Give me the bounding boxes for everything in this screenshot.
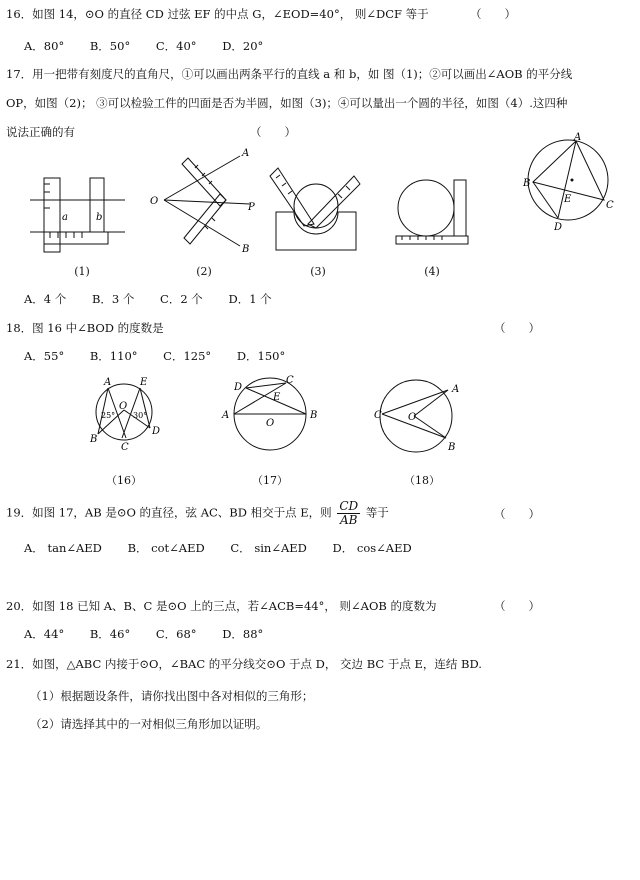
q18-stem: 18．图 16 中∠BOD 的度数是 [6, 321, 164, 335]
q19-option-a: A． tan∠AED [24, 541, 102, 555]
fig16-label-d: D [152, 426, 161, 437]
q17-option-b: B．3 个 [91, 292, 135, 306]
q17-option-a: A．4 个 [24, 292, 67, 306]
fig14-label-d: D [554, 222, 563, 233]
figure-17-caption: （17） [252, 474, 288, 487]
q18-answer-bracket: （ ） [494, 321, 540, 335]
q18-option-a: A．55° [24, 349, 65, 363]
q19-option-c: C． sin∠AED [230, 541, 307, 555]
q19-stem [6, 500, 389, 527]
fig2-label-o: O [150, 196, 159, 207]
fig17-label-b: B [310, 410, 318, 421]
q17-figure-4 [392, 176, 472, 256]
fig2-label-a: A [242, 148, 250, 159]
fig18-label-o: O [408, 412, 417, 423]
fig17-label-d: D [234, 382, 243, 393]
q17-options [24, 291, 294, 307]
q17-caption-2: (2) [196, 265, 212, 278]
q16-option-a: A．80° [24, 39, 65, 53]
q17-figure-2 [150, 148, 260, 258]
q17-figure-3 [264, 162, 369, 257]
fig14-label-e: E [564, 194, 572, 205]
q17-stem-line3: 说法正确的有 [6, 125, 75, 139]
q19-option-d: D． cos∠AED [332, 541, 412, 555]
q18-option-c: C．125° [163, 349, 212, 363]
q17-caption-4: (4) [424, 265, 440, 278]
q18-option-d: D．150° [236, 349, 286, 363]
q17-figure-1 [30, 170, 130, 260]
q20-stem: 20．如图 18 已知 A、B、C 是⊙O 上的三点，若∠ACB=44°， 则∠AOB 的度数为 [6, 599, 437, 613]
fig17-label-a: A [222, 410, 230, 421]
figure-17 [218, 374, 322, 444]
q20-option-a: A．44° [24, 627, 65, 641]
q16-option-b: B．50° [89, 39, 131, 53]
q17-answer-bracket: （ ） [250, 125, 296, 139]
fig14-label-a: A [574, 132, 582, 143]
fig18-label-c: C [374, 410, 382, 421]
q18-option-b: B．110° [89, 349, 138, 363]
q16-stem: 16．如图 14，⊙O 的直径 CD 过弦 EF 的中点 G，∠EOD=40°， 则∠DCF 等于 [6, 7, 429, 21]
fig14-label-c: C [606, 200, 614, 211]
fig16-label-c: C [121, 442, 129, 453]
q20-option-d: D．88° [222, 627, 264, 641]
figure-18-caption: （18） [404, 474, 440, 487]
q19-stem-after: 等于 [365, 505, 389, 520]
fig2-label-p: P [248, 202, 255, 213]
fig1-label-b: b [96, 212, 103, 223]
q16-option-c: C．40° [155, 39, 197, 53]
q20-option-c: C．68° [155, 627, 197, 641]
q17-stem-line1: 17．用一把带有刻度尺的直角尺，①可以画出两条平行的直线 a 和 b，如 图（1)；②可以画出∠AOB 的平分线 [6, 67, 573, 81]
q18-options [24, 348, 307, 364]
q16-options [24, 38, 285, 54]
figure-16-caption: （16） [106, 474, 142, 487]
q17-side-figure [522, 132, 614, 233]
q17-option-d: D．1 个 [228, 292, 272, 306]
q21-stem: 21．如图，△ABC 内接于⊙O，∠BAC 的平分线交⊙O 于点 D， 交边 BC 于点 E，连结 BD. [6, 657, 482, 671]
fig18-label-b: B [448, 442, 456, 453]
q19-fraction-denominator: AB [340, 513, 358, 527]
q20-option-b: B．46° [89, 627, 131, 641]
fig1-label-a: a [62, 212, 68, 223]
q17-stem-line2: OP，如图（2)； ③可以检验工件的凹面是否为半圆，如图（3)；④可以量出一个圆的半径，如图（4）.这四种 [6, 96, 568, 110]
fig16-angle-1: 25° [101, 411, 116, 420]
fig18-label-a: A [452, 384, 460, 395]
fig17-label-c: C [286, 375, 294, 386]
fig16-label-o: O [119, 401, 128, 412]
fig16-label-e: E [140, 377, 148, 388]
q19-fraction-numerator: CD [339, 499, 359, 513]
figure-18 [374, 376, 464, 456]
q19-fraction [337, 500, 360, 527]
q20-options [24, 626, 285, 642]
q17-caption-1: (1) [74, 265, 90, 278]
q16-option-d: D．20° [222, 39, 264, 53]
fig17-label-o: O [266, 418, 275, 429]
q21-subquestion-1: （1）根据题设条件，请你找出图中各对相似的三角形； [30, 689, 314, 703]
fig16-angle-2: 30° [133, 411, 148, 420]
q19-option-b: B． cot∠AED [127, 541, 205, 555]
q17-caption-3: (3) [310, 265, 326, 278]
q19-answer-bracket: （ ） [494, 507, 540, 521]
q20-answer-bracket: （ ） [494, 599, 540, 613]
q19-options [24, 540, 434, 556]
fig16-label-b: B [90, 434, 98, 445]
q21-subquestion-2: （2）请选择其中的一对相似三角形加以证明。 [30, 717, 268, 731]
q16-answer-bracket: （ ） [470, 7, 516, 21]
figure-16 [86, 376, 166, 453]
fig16-label-a: A [104, 377, 112, 388]
q19-stem-before: 19．如图 17，AB 是⊙O 的直径，弦 AC、BD 相交于点 E，则 [6, 505, 332, 520]
fig2-label-b: B [242, 244, 250, 255]
fig14-label-b: B [523, 178, 531, 189]
fig17-label-e: E [273, 392, 281, 403]
q17-option-c: C．2 个 [160, 292, 203, 306]
